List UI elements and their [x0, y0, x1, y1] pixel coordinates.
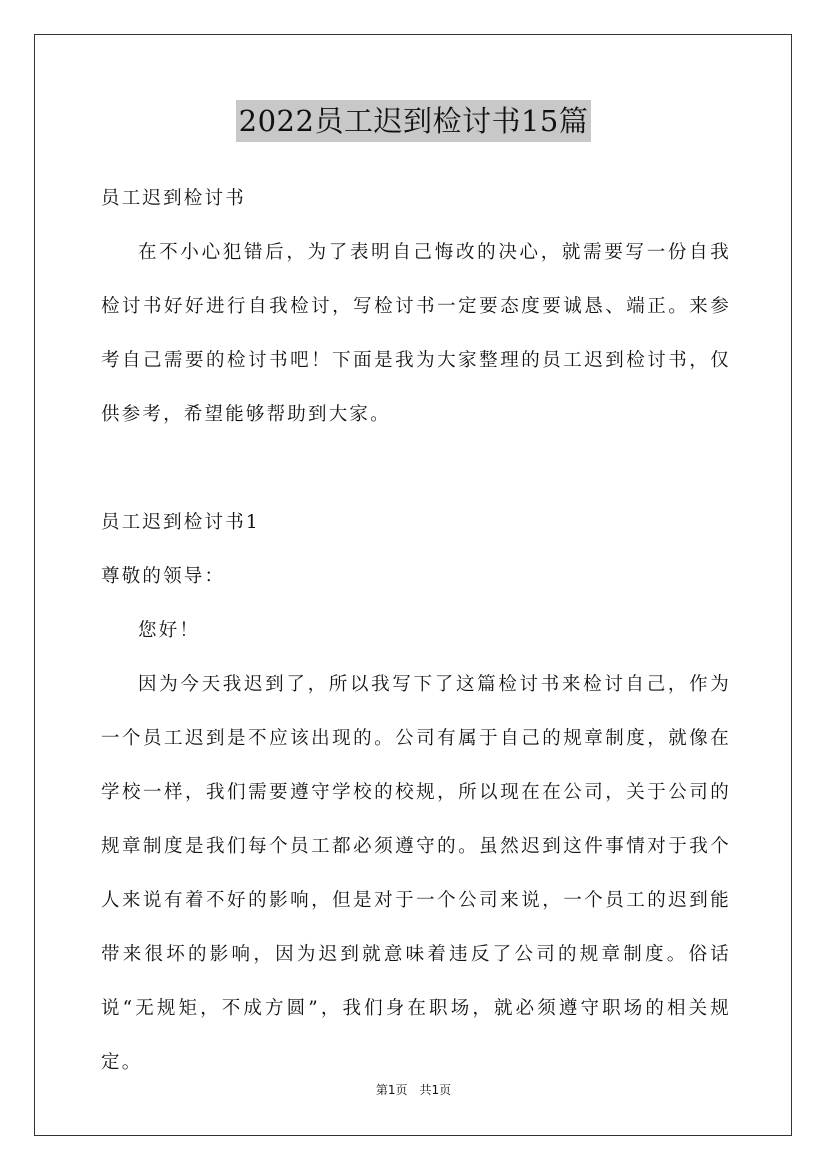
document-title: 2022员工迟到检讨书15篇 — [236, 100, 592, 142]
body-paragraph: 因为今天我迟到了，所以我写下了这篇检讨书来检讨自己，作为一个员工迟到是不应该出现的。公司有属于自己的规章制度，就像在学校一样，我们需要遵守学校的校规，所以现在在公司，关于公司的规章制度是我们每个员工都必须遵守的。虽然迟到这件事情对于我个人来说有着不好的影响，但是对于一个公司来说，一个员工的迟到能带来很坏的影响，因为迟到就意味着违反了公司的规章制度。俗话说“无规矩，不成方圆”，我们身在职场，就必须遵守职场的相关规定。 — [101, 674, 731, 1073]
document-body — [101, 172, 731, 1090]
salutation: 尊敬的领导： — [101, 566, 226, 587]
page-footer — [0, 1080, 827, 1100]
title-container — [0, 100, 827, 142]
greeting: 您好！ — [138, 620, 201, 641]
intro-paragraph: 在不小心犯错后，为了表明自己悔改的决心，就需要写一份自我检讨书好好进行自我检讨，写检讨书一定要态度要诚恳、端正。来参考自己需要的检讨书吧！下面是我为大家整理的员工迟到检讨书，仅供参考，希望能够帮助到大家。 — [101, 242, 731, 425]
section-heading: 员工迟到检讨书1 — [101, 512, 260, 533]
paragraph-spacer — [101, 442, 731, 496]
page-number: 第1页 共1页 — [375, 1083, 452, 1097]
intro-heading: 员工迟到检讨书 — [101, 188, 246, 209]
